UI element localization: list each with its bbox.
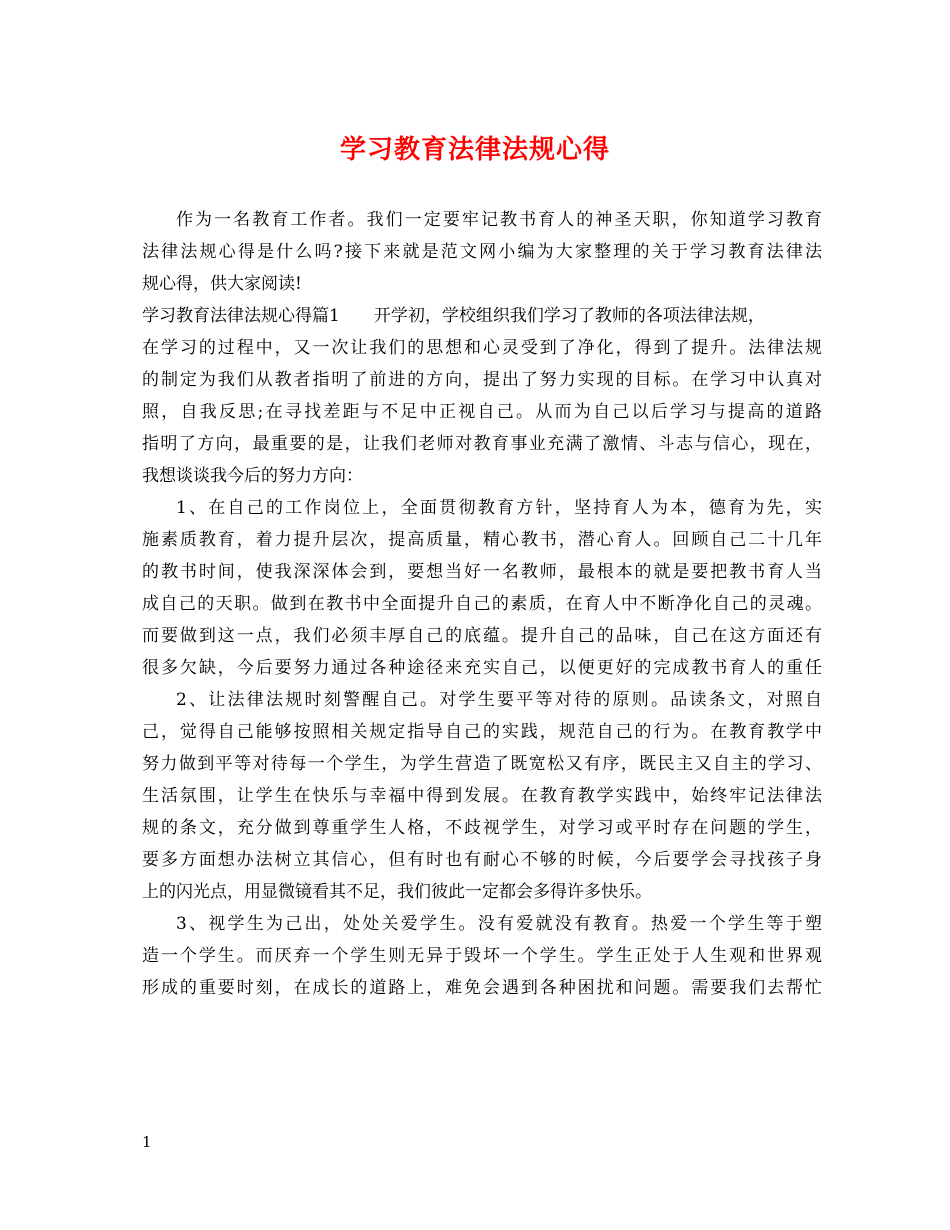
point2-line: 规的条文，充分做到尊重学生人格，不歧视学生，对学习或平时存在问题的学生， bbox=[142, 818, 822, 838]
point3-line: 形成的重要时刻，在成长的道路上，难免会遇到各种困扰和问题。需要我们去帮忙 bbox=[142, 978, 822, 998]
point2-line: 努力做到平等对待每一个学生，为学生营造了既宽松又有序，既民主又自主的学习、 bbox=[142, 754, 822, 774]
section1-line: 的制定为我们从教者指明了前进的方向，提出了努力实现的目标。在学习中认真对 bbox=[142, 370, 822, 390]
section1-line: 照，自我反思;在寻找差距与不足中正视自己。从而为自己以后学习与提高的道路 bbox=[142, 402, 822, 422]
point2-line: 生活氛围，让学生在快乐与幸福中得到发展。在教育教学实践中，始终牢记法律法 bbox=[142, 786, 822, 806]
point1-line: 1、在自己的工作岗位上，全面贯彻教育方针，坚持育人为本，德育为先，实 bbox=[176, 498, 822, 518]
section1-line: 指明了方向，最重要的是，让我们老师对教育事业充满了激情、斗志与信心，现在， bbox=[142, 434, 822, 454]
section1-heading-line bbox=[142, 300, 822, 332]
point1-line: 成自己的天职。做到在教书中全面提升自己的素质，在育人中不断净化自己的灵魂。 bbox=[142, 594, 822, 614]
point2-line: 上的闪光点，用显微镜看其不足，我们彼此一定都会多得许多快乐。 bbox=[142, 882, 652, 902]
document-title: 学习教育法律法规心得 bbox=[339, 135, 610, 165]
section1-first-line-rest: 开学初，学校组织我们学习了教师的各项法律法规， bbox=[373, 306, 765, 326]
intro-line: 作为一名教育工作者。我们一定要牢记教书育人的神圣天职，你知道学习教育 bbox=[176, 210, 822, 230]
intro-line: 规心得，供大家阅读! bbox=[142, 274, 302, 294]
point1-line: 施素质教育，着力提升层次，提高质量，精心教书，潜心育人。回顾自己二十几年 bbox=[142, 530, 822, 550]
section1-line: 在学习的过程中，又一次让我们的思想和心灵受到了净化，得到了提升。法律法规 bbox=[142, 338, 822, 358]
section1-heading: 学习教育法律法规心得篇1 bbox=[142, 306, 340, 326]
section1-line: 我想谈谈我今后的努力方向： bbox=[142, 466, 363, 486]
point1-line: 的教书时间，使我深深体会到，要想当好一名教师，最根本的就是要把教书育人当 bbox=[142, 562, 822, 582]
point3-line: 造一个学生。而厌弃一个学生则无异于毁坏一个学生。学生正处于人生观和世界观 bbox=[142, 946, 822, 966]
point2-line: 2、让法律法规时刻警醒自己。对学生要平等对待的原则。品读条文，对照自 bbox=[176, 690, 822, 710]
point1-line: 而要做到这一点，我们必须丰厚自己的底蕴。提升自己的品味，自己在这方面还有 bbox=[142, 626, 822, 646]
point3-line: 3、视学生为己出，处处关爱学生。没有爱就没有教育。热爱一个学生等于塑 bbox=[176, 914, 822, 934]
page-number: 1 bbox=[142, 1133, 152, 1151]
document-body bbox=[142, 204, 822, 1004]
point2-line: 要多方面想办法树立其信心，但有时也有耐心不够的时候，今后要学会寻找孩子身 bbox=[142, 850, 822, 870]
point1-line: 很多欠缺，今后要努力通过各种途径来充实自己，以便更好的完成教书育人的重任 bbox=[142, 658, 822, 678]
intro-line: 法律法规心得是什么吗?接下来就是范文网小编为大家整理的关于学习教育法律法 bbox=[142, 242, 822, 262]
point2-line: 己，觉得自己能够按照相关规定指导自己的实践，规范自己的行为。在教育教学中 bbox=[142, 722, 822, 742]
